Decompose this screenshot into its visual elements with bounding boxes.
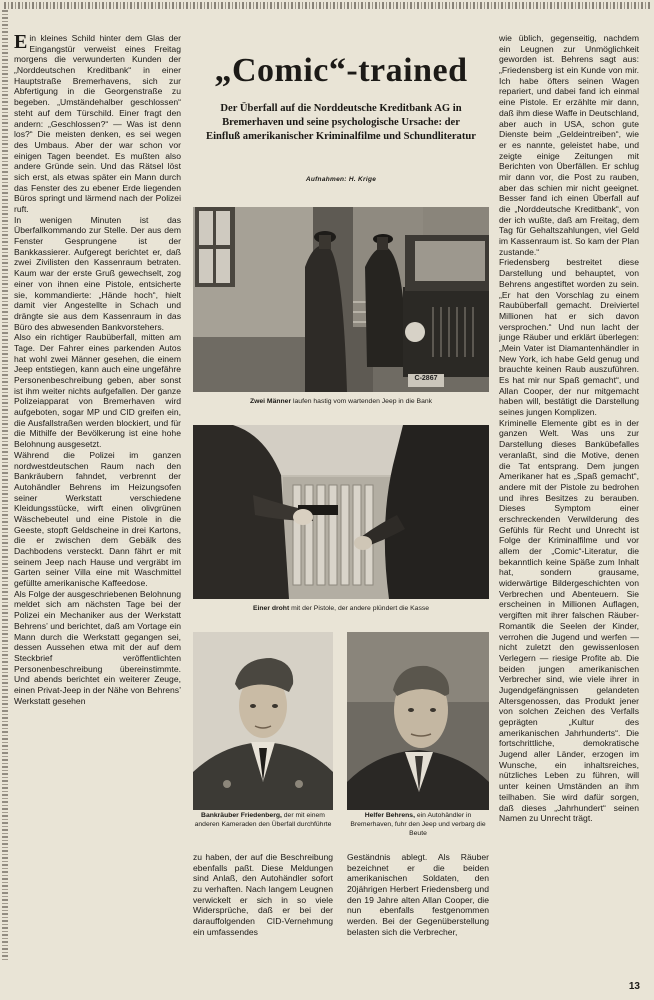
paragraph: Geständnis ablegt. Als Räuber bezeichnet er die beiden amerikanischen Soldaten, den 20jährigen Herbert Friedensberg und den 19 Jahre alten Allan Cooper, die nun ebenfalls festgenommen werden. Bei der Gegenüberstellung belasten sich die Verbrecher, xyxy=(347,852,489,937)
top-ornament-border xyxy=(4,2,650,9)
photo-portrait-friedenberg xyxy=(193,632,333,810)
paragraph: Kriminelle Elemente gibt es in der ganzen Welt. Was uns zur Darstellung dieses Bankübefalles veranlaßt, sind die Motive, denen die Tat entsprang. Dem jungen Amerikaner hat es „Spaß gemacht“, andere mit der Pistole zu bedrohen und ihres Besitzes zu berauben. Dieses Symptom einer erschreckenden Verwilderung des Gefühls für Recht und Unrecht ist Folge der Kriminalfilme und vor allem der „Comic“-Literatur, die bekanntlich keine Späße zum Inhalt hat, sondern grausame, widerwärtige Bildergeschichten von Verbrechen und Abenteuern. Sie erscheinen in Millionen Auflagen, vergiften mit ihrer falschen Räuber-Romantik die Seelen der Kinder, verrohen die Jugend und werfen — nicht zuletzt den gewissenlosen Verlegern — riesige Profite ab. Die beiden jungen amerikanischen Verbrecher sind, wie viele ihrer in Jugendgefängnissen gelandeten Altersgenossen, das Produkt jener von solchen Zeichen des Verfalls geprägten „Kultur des amerikanischen Jahrhunderts“. Die fortschrittliche, demokratische Jugend aller Länder, erzogen im Wunsche, ein inhaltsreiches, nützliches Leben zu führen, will unter keinen Umständen an ihm teilhaben. Sie wird dafür sorgen, daß dieses „Jahrhundert“ seinen Namen zu Unrecht trägt. xyxy=(499,417,639,824)
paragraph: zu haben, der auf die Beschreibung ebenfalls paßt. Diese Meldungen sind Anlaß, den Autohändler sofort zu verhaften. Nach langem Leugnen verwickelt er sich in so viele Widersprüche, daß er bei der darauffolgenden CID-Vernehmung ein umfassendes xyxy=(193,852,333,937)
article-column-right xyxy=(499,33,639,955)
drop-cap: E xyxy=(14,33,28,53)
caption-photo2: Einer droht mit der Pistole, der andere plündert die Kasse xyxy=(252,605,430,612)
photo-robbery-with-pistol xyxy=(193,425,489,599)
paragraph: Ein kleines Schild hinter dem Glas der Eingangstür verweist eines Freitag morgens die verwunderten Kunden der „Norddeutschen Kreditbank“ in einer Hauptstraße Bremerhavens, sich zur Abfertigung in die Georgenstraße zu begeben. „Umständehalber geschlossen“ steht auf dem Türschild. Einer fragt den andern: „Geschlossen?“ — Was ist denn los?“ Die meisten denken, es sei wegen des Umbaus. Aber der war schon vor einigen Tagen beendet. Es mußten also andere Gründe sein. Und das Rätsel löst sich erst, als etwas später ein Mann durch das Fenster des zu ebener Erde liegenden Büros springt und lärmend nach der Polizei ruft. xyxy=(14,33,181,214)
paragraph: Während die Polizei im ganzen nordwestdeutschen Raum nach den Bankräubern fahndet, verbrennt der Autohändler Behrens im Heizungsofen seiner Werkstatt verschiedene Kleidungsstücke, wirft einen olivgrünen Wäschebeutel und eine Pistole in die Geeste, stopft Geldscheine in drei Kartons, die er zwischen dem Gebälk des Dachbodens versteckt. Dann fährt er mit seinem Jeep nach Hause und vergräbt im Garten seiner Villa eine mit Waschmittel gefüllte amerikanische Kaffeedose. xyxy=(14,449,181,589)
license-plate-text: C-2867 xyxy=(414,375,438,382)
page-number: 13 xyxy=(628,981,640,992)
photo-portrait-behrens xyxy=(347,632,489,810)
caption-photo3: Bankräuber Friedenberg, der mit einem anderen Kameraden den Überfall durchführte xyxy=(194,812,332,828)
caption-photo1: Zwei Männer laufen hastig vom wartenden Jeep in die Bank xyxy=(249,398,433,405)
photo-credit: Aufnahmen: H. Krige xyxy=(305,176,377,183)
article-column-middle-b xyxy=(347,852,489,956)
photo-men-leaving-jeep xyxy=(193,207,489,392)
article-column-middle-a xyxy=(193,852,333,956)
headline: „Comic“-trained xyxy=(214,52,468,89)
paragraph: Friedensberg bestreitet diese Darstellung und behauptet, von Behrens angestiftet worden zu sein. „Er hat den Vorschlag zu einem Raubüberfall gemacht. Dreiviertel Millionen hat er sich davon versprochen.“ Und nun lacht der junge Räuber und erklärt überlegen: „Mein Vater ist Diamantenhändler in New York, ich habe Geld genug und brauchte keinen Raub auszuführen. Es hat mir nur Spaß gemacht“, und Allan Cooper, der nur mitgemacht haben will, bestätigt die Darstellung seines jungen Komplizen. xyxy=(499,257,639,418)
paragraph: wie üblich, gegenseitig, nachdem ein Leugnen zur Unmöglichkeit geworden ist. Behrens sagt aus: „Friedensberg ist ein Kunde von mir. Ich habe öfters seinen Wagen repariert, und dabei fand ich einmal eine Pistole. Er erzählte mir dann, daß ihm diese Waffe in Deutschland, aber auch in USA, schon gute Dienste beim „Geldeintreiben“, wie er es nannte, geleistet habe, und zeigte einige Zeitungen mit Berichten von Überfällen. Er schlug mir dann vor, die Post zu rauben, aber das schien mir nicht geeignet. Besser fand ich einen Überfall auf die „Norddeutsche Kreditbank“, von der ich wußte, daß am Freitag, dem Tag für Gehaltszahlungen, viel Geld im Kassenraum ist. So kam der Plan zustande.“ xyxy=(499,33,639,257)
caption-photo4: Helfer Behrens, ein Autohändler in Bremerhaven, fuhr den Jeep und verbarg die Beute xyxy=(350,812,486,837)
subtitle: Der Überfall auf die Norddeutsche Kreditbank AG in Bremerhaven und seine psychologische Ursache: der Einfluß amerikanischer Kriminalfilme und Schundliteratur xyxy=(206,103,476,142)
paragraph: In wenigen Minuten ist das Überfallkommando zur Stelle. Der aus dem Fenster Gesprungene ist der Bankkassierer. Aufgeregt berichtet er, daß zwei Zivilisten den Kassenraum betraten. Kaum war der erste Gruß gewechselt, zog einer von ihnen eine Pistole, entsicherte sie, kommandierte: „Hände hoch“, hielt damit vier Angestellte in Schach und drängte sie aus dem Kassenraum in das Büro des abwesenden Bankvorstehers. xyxy=(14,214,181,332)
article-column-left xyxy=(14,33,181,958)
paragraph: Als Folge der ausgeschriebenen Belohnung meldet sich am nächsten Tage bei der Polizei ein Mechaniker aus der Werkstatt Behrens’ und berichtet, daß am Vortage ein Mann durch die Werkstatt gegangen sei, dessen Aussehen etwa mit der auf dem Steckbrief veröffentlichten Personenbeschreibung übereinstimmte. Und abends berichtet ein weiterer Zeuge, einen Privat-Jeep in der Nähe von Behrens’ Werkstatt gesehen xyxy=(14,588,181,706)
paragraph: Also ein richtiger Raubüberfall, mitten am Tage. Der Fahrer eines parkenden Autos hat wohl zwei Männer gesehen, die einem Jeep entstiegen, kann auch eine ungefähre Personenbeschreibung geben, aber sonst ist ihm weiter nichts aufgefallen. Der ganze Polizeiapparat von Bremerhaven wird aufgeboten, sogar MP und CID greifen ein, die Ausfallstraßen werden blockiert, und für die Mithilfe der Bevölkerung ist eine hohe Belohnung ausgesetzt. xyxy=(14,332,181,450)
left-ornament-border xyxy=(2,10,8,960)
